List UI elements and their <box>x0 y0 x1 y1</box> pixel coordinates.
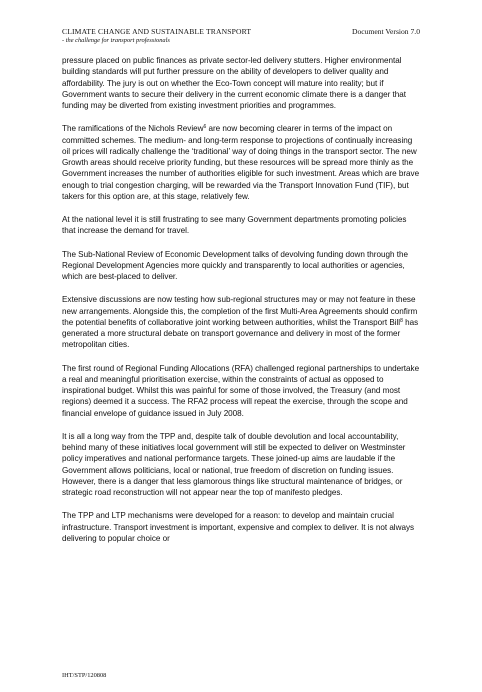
paragraph <box>62 294 422 350</box>
document-title: CLIMATE CHANGE AND SUSTAINABLE TRANSPORT <box>62 27 252 36</box>
paragraph-text: has generated a more structural debate on transport governance and delivery in most of the former metropolitan cities. <box>62 317 419 350</box>
paragraph <box>62 249 422 283</box>
paragraph <box>62 510 422 544</box>
footer-reference: IHT/STP/120808 <box>62 672 107 679</box>
paragraph-text: It is all a long way from the TPP and, despite talk of double devolution and local accountability, behind many of these initiatives local government will still be expected to deliver on Westminster policy imperatives and national performance targets. These joined-up aims are laudable if the Government allows politicians, local or national, true freedom of discretion on funding issues. However, there is a danger that less glamorous things like structural maintenance of bridges, or strategic road reconstruction will not appear near the top of manifesto pledges. <box>62 431 406 497</box>
running-header <box>62 27 251 45</box>
paragraph <box>62 123 422 202</box>
paragraph-text: The ramifications of the Nichols Review <box>62 124 204 134</box>
paragraph-text: The first round of Regional Funding Allocations (RFA) challenged regional partnerships to undertake a real and meaningful prioritisation exercise, within the constraints of actual as opposed to inspirational budget. Whilst this was painful for some of those involved, the Treasury (and most regions) deemed it a success. The RFA2 process will repeat the exercise, through the scope and financial envelope of guidance issued in July 2008. <box>62 363 420 418</box>
document-version: Document Version 7.0 <box>352 27 420 36</box>
paragraph-text: Extensive discussions are now testing how sub-regional structures may or may not feature in these new arrangements. Alongside this, the completion of the first Multi-Area Agreements should confirm the potential benefits of collaborative joint working between authorities, whilst the Transport Bill <box>62 295 418 327</box>
paragraph-text: The TPP and LTP mechanisms were developed for a reason: to develop and maintain crucial infrastructure. Transport investment is important, expensive and complex to deliver. It is not always delivering to popular choice or <box>62 511 415 543</box>
paragraph-text: are now becoming clearer in terms of the impact on committed schemes. The medium- and long-term response to projections of continually increasing oil prices will radically challenge the ‘traditional’ way of doing things in the transport sector. The new Growth areas should receive priority funding, but these resources will be spread more thinly as the Government increases the number of authorities eligible for such investment. Areas which are brave enough to trial congestion charging, will be rewarded via the Transport Innovation Fund (TIF), but takers for this option are, at this stage, relatively few. <box>62 124 420 201</box>
paragraph <box>62 214 422 237</box>
body-text <box>62 55 422 556</box>
paragraph-text: The Sub-National Review of Economic Development talks of devolving funding down through the Regional Development Agencies more quickly and transparently to local authorities or agencies, which are best-placed to deliver. <box>62 249 408 281</box>
paragraph-text: pressure placed on public finances as private sector-led delivery stutters. Higher environmental building standards will put further pressure on the ability of developers to deliver quality and affordability. The jury is out on whether the Eco-Town concept will mature into reality; but if Government wants to secure their delivery in the current economic climate there is a danger that funding may be diverted from existing investment priorities and programmes. <box>62 56 407 110</box>
document-subtitle: - the challenge for transport professionals <box>62 37 170 44</box>
paragraph <box>62 431 422 499</box>
paragraph-text: At the national level it is still frustrating to see many Government departments promoting policies that increase the demand for travel. <box>62 215 407 236</box>
paragraph <box>62 55 422 111</box>
footnote-marker: 8 <box>400 317 403 324</box>
paragraph <box>62 363 422 419</box>
footnote-marker: 6 <box>203 124 207 131</box>
